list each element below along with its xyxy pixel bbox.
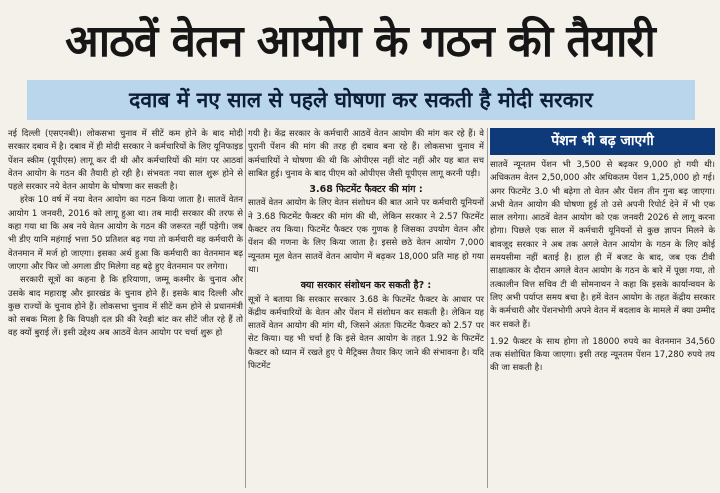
column2-subheading-1: 3.68 फिटमेंट फैक्टर की मांग : [309,184,423,196]
column2-paragraph-3: सूत्रों ने बताया कि सरकार सरकार 3.68 के फिटमेंट फैक्टर के आधार पर केंद्रीय कर्मचारियों के वेतन और पेंशन में संशोधन कर सकती है। लेकिन यह सातवें वेतन आयोग की मांग थी, जिसने अंततः फिटमेंट फैक्टर को 2.57 पर सेट किया। यह भी चर्चा है कि इसे वेतन आयोग के तहत 1.92 के फिटमेंट फैक्टर को ध्यान में रखते हुए पे मैट्रिक्स तैयार किए जाने की संभावना है। यदि फिटमेंट [248,294,484,372]
pension-box-title: पेंशन भी बढ़ जाएगी [551,132,654,149]
article-column-1 [8,128,243,490]
headline-area [0,0,720,78]
column3-paragraph-1: सातवें न्यूनतम पेंशन भी 3,500 से बढ़कर 9,000 हो गयी थी। अधिकतम वेतन 2,50,000 और अधिकतम पेंशन 1,25,000 हो गई। अगर फिटमेंट 3.0 भी बढ़ेगा तो वेतन और पेंशन तीन गुना बढ़ जाएगा। अभी वेतन आयोग की घोषणा हुई तो उसे अपनी रिपोर्ट देने में भी एक साल लगेगा। आठवें वेतन आयोग को एक जनवरी 2026 से लागू करना होगा। पिछले एक साल में कर्मचारी यूनियनों से कुछ ज्ञापन मिलने के बावजूद सरकार ने अब तक अगले वेतन आयोग के गठन के लिए कोई समयसीमा नहीं बताई है। हाल ही में बजट के बाद, जब एक टीवी साक्षात्कार के दौरान अगले वेतन आयोग के गठन के बारे में पूछा गया, तो तत्कालीन वित्त सचिव टी वी सोमनाथन ने कहा कि इसके कार्यान्वयन के लिए अभी पर्याप्त समय बचा है। हमें वेतन आयोग के तहत केंद्रीय सरकार के कर्मचारी और पेंशनभोगी अपने वेतन में बदलाव के मामले में क्या उम्मीद कर सकते हैं। [490,160,715,330]
column-divider-1 [245,128,246,488]
subheadline: दवाब में नए साल से पहले घोषणा कर सकती है मोदी सरकार [129,88,593,112]
column3-paragraph-2: 1.92 फैक्टर के साथ होगा तो 18000 रुपये का वेतनमान 34,560 तक संशोधित किया जाएगा। इसी तरह न्यूनतम पेंशन 17,280 रुपये तय की जा सकती है। [490,336,715,374]
column2-subheading-2: क्या सरकार संशोधन कर सकती है? : [300,280,432,292]
column1-paragraph-3: सरकारी सूत्रों का कहना है कि हरियाणा, जम्मू कश्मीर के चुनाव और उसके बाद महाराष्ट्र और झारखंड के चुनाव होने हैं। इसके बाद दिल्ली और कुछ राज्यों के चुनाव होने हैं। लोकसभा चुनाव में सीटें कम होने से प्रधानमंत्री को सबक मिला है कि विपक्षी दल फ्री की रेवड़ी बांट कर सीटें जीत रहे हैं तो वह क्यों बुराई लें। इसी उद्देश्य अब आठवें वेतन आयोग पर चर्चा शुरू हो [8,275,243,339]
article-column-2 [248,128,484,490]
column1-paragraph-1: नई दिल्ली (एसएनबी)। लोकसभा चुनाव में सीटें कम होने के बाद मोदी सरकार दबाव में है। दबाव में ही मोदी सरकार ने कर्मचारियों के लिए यूनिफाइड पेंशन स्कीम (यूपीएस) लागू कर दी थी और कर्मचारियों की मांग पर आठवां वेतन आयोग के गठन की तैयारी हो रही है। संभवतः नया साल शुरू होने से पहले सरकार नये वेतन आयोग के घोषणा कर सकती है। [8,129,243,193]
article-column-3 [490,128,715,490]
column-divider-2 [487,128,488,488]
column1-paragraph-2: हरेक 10 वर्ष में नया वेतन आयोग का गठन किया जाता है। सातवें वेतन आयोग 1 जनवरी, 2016 को लागू हुआ था। तब मादी सरकार की तरफ से कहा गया था कि अब नये वेतन आयोग के गठन की जरूरत नहीं पड़ेगी। जब भी डीए यानि महंगाई भत्ता 50 प्रतिशत बढ़ गया तो कर्मचारी वह कर्मचारी के वेतनमान में मर्ज हो जाएगा। इसका अर्थ हुआ कि कर्मचारी का वेतनमान बढ़ जाएगा और फिर जो अगला डीए मिलेगा वह बढ़े हुए वेतनमान पर लगेगा। [8,195,243,272]
column2-paragraph-2: सातवें वेतन आयोग के लिए वेतन संशोधन की बात आने पर कर्मचारी यूनियनों ने 3.68 फिटमेंट फैक्टर की मांग की थी, लेकिन सरकार ने 2.57 फिटमेंट फैक्टर तय किया। फिटमेंट फैक्टर एक गुणक है जिसका उपयोग वेतन और पेंशन की गणना के लिए किया जाता है। इससे छठे वेतन आयोग 7,000 न्यूनतम मूल वेतन सातवें वेतन आयोग में बढ़कर 18,000 प्रति माह हो गया था। [248,198,484,275]
pension-box-header [490,128,715,155]
column2-paragraph-1: गयी है। केंद्र सरकार के कर्मचारी आठवें वेतन आयोग की मांग कर रहे हैं। वे पुरानी पेंशन की मांग की तरह ही दबाव बना रहे हैं। लोकसभा चुनाव में कर्मचारियों ने घोषणा की थी कि ओपीएस नहीं वोट नहीं और यह बात सच साबित हुई। चुनाव के बाद पीएम को ओपीएस जैसी यूपीएस लागू करनी पड़ी। [248,129,484,179]
headline: आठवें वेतन आयोग के गठन की तैयारी [65,16,655,67]
subheadline-bar [27,80,695,120]
